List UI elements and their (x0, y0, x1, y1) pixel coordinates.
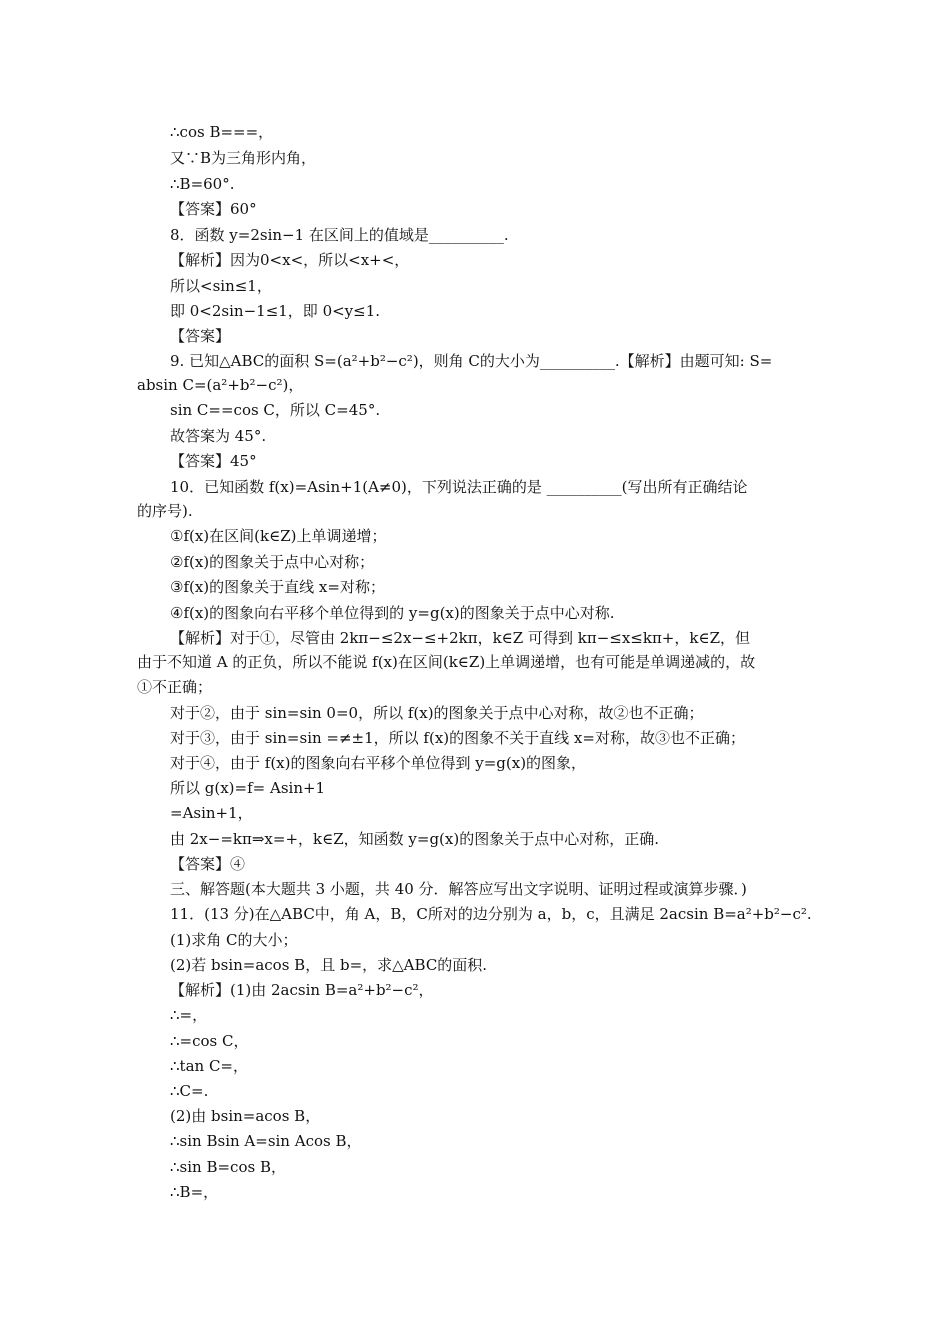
analysis-label: 【解析】因为0<x<，所以<x+<， (170, 251, 410, 269)
text-line: 对于③，由于 sin=sin =≠±1，所以 f(x)的图象不关于直线 x=对称，故③也不正确； (170, 729, 745, 747)
section-heading: 三、解答题(本大题共 3 小题，共 40 分．解答应写出文字说明、证明过程或演算步骤．) (170, 880, 747, 898)
option-1: ①f(x)在区间(k∈Z)上单调递增； (170, 527, 387, 545)
text-line: (1)求角 C的大小； (170, 931, 298, 949)
text-line: ∴tan C=， (170, 1057, 248, 1075)
answer-label: 【答案】 (170, 327, 231, 345)
text-line: ∴sin B=cos B， (170, 1158, 286, 1176)
text-line: 对于④，由于 f(x)的图象向右平移个单位得到 y=g(x)的图象， (170, 754, 587, 772)
question-10: 10．已知函数 f(x)=Asin+1(A≠0)，下列说法正确的是 __________(写出所有正确结论 (170, 478, 748, 496)
text-line: 又∵B为三角形内角， (170, 149, 317, 167)
text-line: (2)若 bsin=acos B，且 b=，求△ABC的面积. (170, 956, 488, 974)
analysis-label: 【解析】对于①，尽管由 2kπ−≤2x−≤+2kπ，k∈Z 可得到 kπ−≤x≤kπ+，k∈Z，但 (170, 629, 750, 647)
analysis-label: 【解析】(1)由 2acsin B=a²+b²−c²， (170, 981, 434, 999)
text-line: ∴=， (170, 1006, 208, 1024)
text-line: 所以<sin≤1， (170, 277, 272, 295)
text-line: 由于不知道 A 的正负，所以不能说 f(x)在区间(k∈Z)上单调递增，也有可能是单调递减的，故 (137, 653, 756, 671)
text-line: 故答案为 45°. (170, 427, 267, 445)
answer-label: 【答案】④ (170, 855, 246, 873)
text-line: (2)由 bsin=acos B， (170, 1107, 321, 1125)
text-line: sin C==cos C，所以 C=45°. (170, 401, 381, 419)
text-line: 所以 g(x)=f= Asin+1 (170, 779, 326, 797)
text-line: =Asin+1， (170, 804, 253, 822)
question-8: 8．函数 y=2sin−1 在区间上的值域是__________. (170, 226, 509, 244)
text-line: ∴C=. (170, 1082, 209, 1100)
text-line: ∴B=60°. (170, 175, 235, 193)
text-line: 对于②，由于 sin=sin 0=0，所以 f(x)的图象关于点中心对称，故②也不正确； (170, 704, 704, 722)
text-line: 即 0<2sin−1≤1，即 0<y≤1. (170, 302, 381, 320)
option-4: ④f(x)的图象向右平移个单位得到的 y=g(x)的图象关于点中心对称. (170, 604, 615, 622)
text-line: ∴cos B===， (170, 123, 274, 141)
text-line: ∴B=， (170, 1183, 219, 1201)
answer-label: 【答案】60° (170, 200, 257, 218)
text-line: ①不正确； (137, 678, 213, 696)
question-11: 11．(13 分)在△ABC中，角 A，B，C所对的边分别为 a，b，c，且满足 2acsin B=a²+b²−c². (170, 905, 812, 923)
text-line: absin C=(a²+b²−c²)， (137, 376, 304, 394)
text-line: ∴sin Bsin A=sin Acos B， (170, 1132, 362, 1150)
option-3: ③f(x)的图象关于直线 x=对称； (170, 578, 385, 596)
text-line: 的序号). (137, 502, 193, 520)
text-line: 由 2x−=kπ⇒x=+，k∈Z，知函数 y=g(x)的图象关于点中心对称，正确. (170, 830, 659, 848)
option-2: ②f(x)的图象关于点中心对称； (170, 553, 375, 571)
text-line: ∴=cos C， (170, 1032, 249, 1050)
answer-label: 【答案】45° (170, 452, 257, 470)
question-9: 9. 已知△ABC的面积 S=(a²+b²−c²)，则角 C的大小为__________.【解析】由题可知: S= (170, 352, 773, 370)
